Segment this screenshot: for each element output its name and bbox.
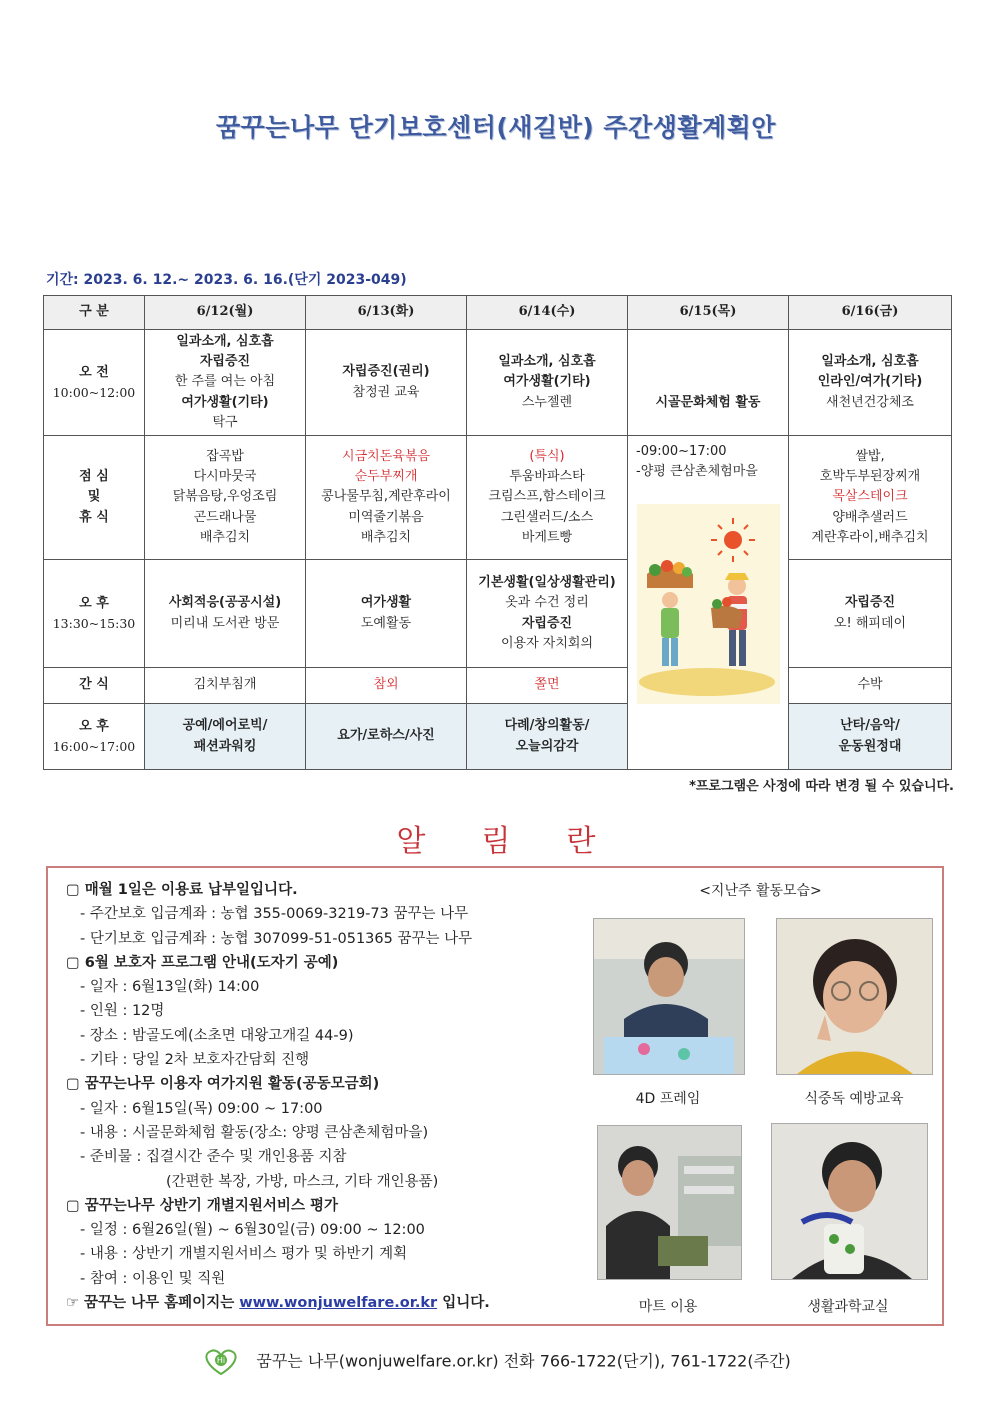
morning-mon: 일과소개, 심호흡 자립증진 한 주를 여는 아침 여가생활(기타) 탁구 xyxy=(145,330,306,436)
homepage-link[interactable]: www.wonjuwelfare.or.kr xyxy=(239,1295,438,1312)
change-notice: *프로그램은 사정에 따라 변경 될 수 있습니다. xyxy=(689,779,954,794)
caption-mart: 마트 이용 xyxy=(638,1299,698,1315)
notice-detail-item: - 일자 : 6월15일(목) 09:00 ~ 17:00 xyxy=(80,1100,323,1117)
homepage-prefix: ☞ 꿈꾸는 나무 홈페이지는 xyxy=(66,1295,240,1312)
late-wed: 다례/창의활동/ 오늘의감각 xyxy=(467,704,628,770)
caption-life-science: 생활과학교실 xyxy=(807,1299,889,1315)
snack-fri: 수박 xyxy=(789,668,952,704)
morning-fri: 일과소개, 심호흡 인라인/여가(기타) 새천년건강체조 xyxy=(789,330,952,436)
photo-image xyxy=(598,1126,741,1279)
weekly-schedule-table xyxy=(43,295,952,770)
header-wed: 6/14(수) xyxy=(467,296,628,330)
logo-icon xyxy=(201,1348,241,1376)
notice-detail-item: - 내용 : 상반기 개별지원서비스 평가 및 하반기 계획 xyxy=(80,1246,408,1263)
photo-image xyxy=(777,919,932,1074)
footer-text: 꿈꾸는 나무(wonjuwelfare.or.kr) 전화 766-1722(단기), 761-1722(주간) xyxy=(256,1351,791,1371)
thu-trip-cell: -09:00~17:00 -양평 큰삼촌체험마을 xyxy=(628,436,789,770)
row-late-afternoon: 오 후 16:00~17:00 xyxy=(44,704,145,770)
photo-4d-frame xyxy=(593,918,745,1075)
photo-food-poisoning xyxy=(776,918,933,1075)
photo-life-science xyxy=(771,1123,928,1280)
photo-image xyxy=(772,1124,927,1279)
homepage-line xyxy=(66,1291,490,1315)
late-tue: 요가/로하스/사진 xyxy=(306,704,467,770)
notice-detail-item: - 장소 : 밤골도예(소초면 대왕고개길 44-9) xyxy=(80,1027,354,1044)
header-thu: 6/15(목) xyxy=(628,296,789,330)
notice-detail-item: - 단기보호 입금계좌 : 농협 307099-51-051365 꿈꾸는 나무 xyxy=(80,930,473,947)
notice-detail-item: - 주간보호 입금계좌 : 농협 355-0069-3219-73 꿈꾸는 나무 xyxy=(80,906,469,923)
page-title: 꿈꾸는나무 단기보호센터(새길반) 주간생활계획안 xyxy=(216,113,776,142)
notice-detail-item: - 일자 : 6월13일(화) 14:00 xyxy=(80,979,260,996)
notice-detail-item: (간편한 복장, 가방, 마스크, 기타 개인용품) xyxy=(166,1173,439,1190)
notice-heading-item: ▢ 꿈꾸는나무 상반기 개별지원서비스 평가 xyxy=(66,1197,339,1214)
notice-heading: 알림란 xyxy=(396,824,652,859)
header-fri: 6/16(금) xyxy=(789,296,952,330)
notice-list xyxy=(66,878,490,1315)
farm-illustration xyxy=(637,504,780,704)
notice-heading-item: ▢ 꿈꾸는나무 이용자 여가지원 활동(공동모금회) xyxy=(66,1076,380,1093)
notice-heading-item: ▢ 매월 1일은 이용료 납부일입니다. xyxy=(66,882,298,898)
snack-tue: 참외 xyxy=(306,668,467,704)
homepage-suffix: 입니다. xyxy=(437,1295,490,1312)
late-mon: 공예/에어로빅/ 패션과워킹 xyxy=(145,704,306,770)
period-label: 기간: 2023. 6. 12.~ 2023. 6. 16.(단기 2023-049) xyxy=(46,272,407,288)
photo-image xyxy=(594,919,744,1074)
row-snack: 간 식 xyxy=(44,668,145,704)
morning-wed: 일과소개, 심호흡 여가생활(기타) 스누젤렌 xyxy=(467,330,628,436)
header-category: 구 분 xyxy=(44,296,145,330)
row-afternoon: 오 후 13:30~15:30 xyxy=(44,560,145,668)
caption-4d-frame: 4D 프레임 xyxy=(635,1091,701,1107)
morning-tue: 자립증진(권리) 참정권 교육 xyxy=(306,330,467,436)
header-mon: 6/12(월) xyxy=(145,296,306,330)
lunch-fri: 쌀밥, 호박두부된장찌개 목살스테이크 양배추샐러드 계란후라이,배추김치 xyxy=(789,436,952,560)
afternoon-fri: 자립증진 오! 해피데이 xyxy=(789,560,952,668)
notice-detail-item: - 준비물 : 집결시간 준수 및 개인용품 지참 xyxy=(80,1149,347,1166)
footer xyxy=(0,1348,992,1376)
photos-title: <지난주 활동모습> xyxy=(699,883,822,899)
morning-thu: 시골문화체험 활동 xyxy=(628,330,789,436)
snack-wed: 쫄면 xyxy=(467,668,628,704)
row-lunch: 점 심 및 휴 식 xyxy=(44,436,145,560)
notice-detail-item: - 내용 : 시골문화체험 활동(장소: 양평 큰삼촌체험마을) xyxy=(80,1124,429,1141)
late-fri: 난타/음악/ 운동원정대 xyxy=(789,704,952,770)
notice-box xyxy=(46,866,944,1326)
snack-mon: 김치부침개 xyxy=(145,668,306,704)
notice-detail-item: - 기타 : 당일 2차 보호자간담회 진행 xyxy=(80,1052,310,1069)
header-tue: 6/13(화) xyxy=(306,296,467,330)
row-morning: 오 전 10:00~12:00 xyxy=(44,330,145,436)
notice-detail-item: - 인원 : 12명 xyxy=(80,1003,165,1020)
svg-text:Hi: Hi xyxy=(217,1356,226,1365)
notice-detail-item: - 일정 : 6월26일(월) ~ 6월30일(금) 09:00 ~ 12:00 xyxy=(80,1222,425,1239)
afternoon-tue: 여가생활 도예활동 xyxy=(306,560,467,668)
photo-mart xyxy=(597,1125,742,1280)
lunch-tue: 시금치돈육볶음 순두부찌개 콩나물무침,계란후라이 미역줄기볶음 배추김치 xyxy=(306,436,467,560)
lunch-wed: (특식) 투움바파스타 크림스프,함스테이크 그린샐러드/소스 바게트빵 xyxy=(467,436,628,560)
caption-food-poisoning: 식중독 예방교육 xyxy=(804,1091,904,1107)
notice-heading-item: ▢ 6월 보호자 프로그램 안내(도자기 공예) xyxy=(66,954,339,971)
afternoon-mon: 사회적응(공공시설) 미리내 도서관 방문 xyxy=(145,560,306,668)
afternoon-wed: 기본생활(일상생활관리) 옷과 수건 정리 자립증진 이용자 자치회의 xyxy=(467,560,628,668)
notice-detail-item: - 참여 : 이용인 및 직원 xyxy=(80,1270,226,1287)
lunch-mon: 잡곡밥 다시마뭇국 닭볶음탕,우엉조림 곤드래나물 배추김치 xyxy=(145,436,306,560)
